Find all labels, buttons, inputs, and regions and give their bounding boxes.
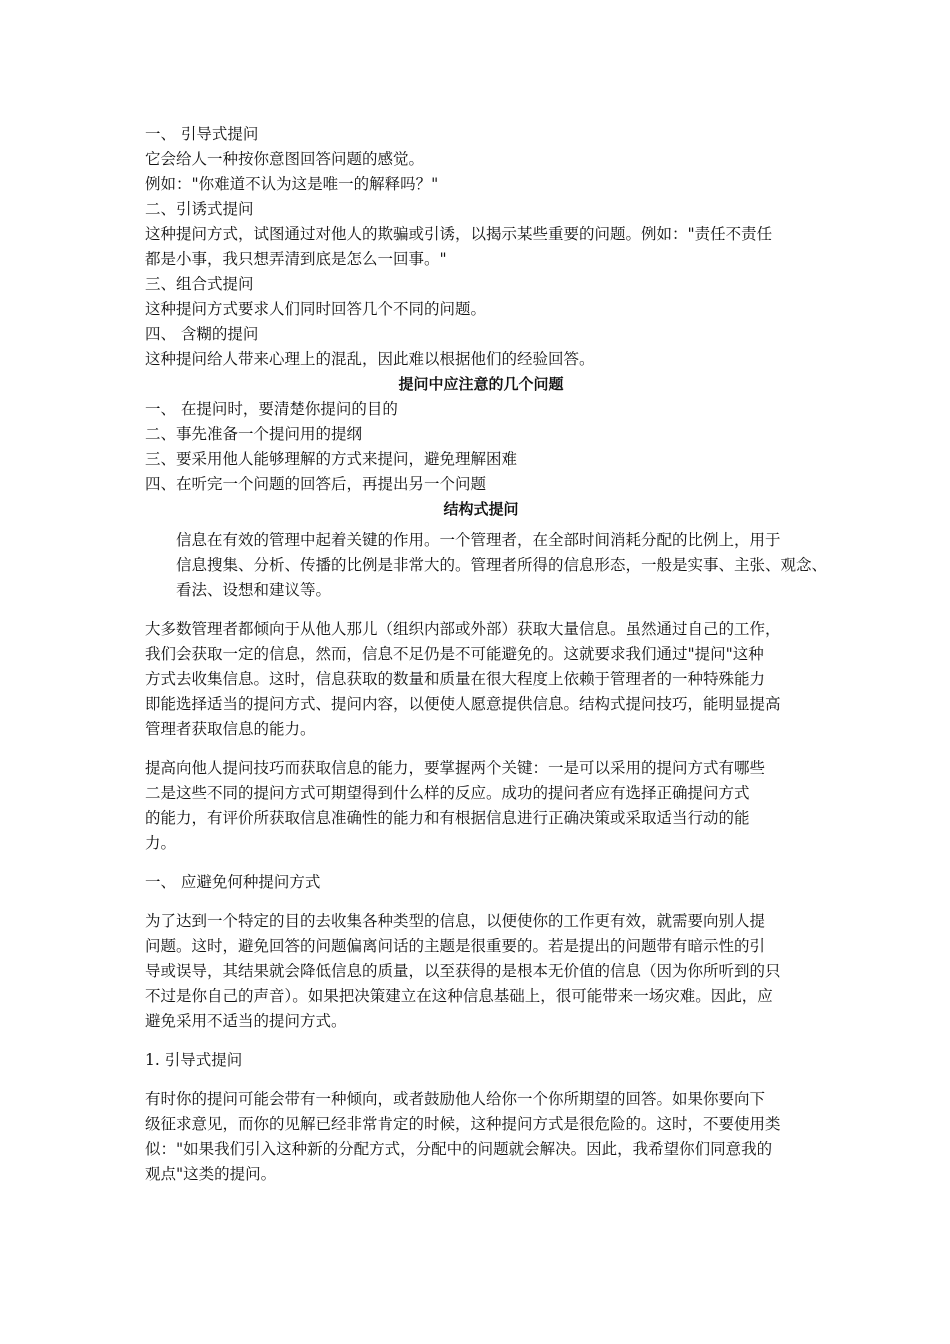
document-body bbox=[145, 122, 828, 1187]
subheading-avoid: 一、 应避免何种提问方式 bbox=[145, 873, 321, 891]
paragraph-key-points: 提高向他人提问技巧而获取信息的能力，要掌握两个关键：一是可以采用的提问方式有哪些 二是这些不同的提问方式可期望得到什么样的反应。成功的提问者应有选择正确提问方式 的能力，有评价所获取信息准确性的能力和有根据信息进行正确决策或采取适当行动的能 力。 bbox=[145, 759, 766, 852]
question-types-list bbox=[145, 122, 817, 372]
list-item: 一、 引导式提问 bbox=[145, 125, 259, 143]
list-item: 这种提问给人带来心理上的混乱，因此难以根据他们的经验回答。 bbox=[145, 350, 595, 368]
section-heading-structured: 结构式提问 bbox=[443, 500, 519, 518]
list-item: 四、在听完一个问题的回答后，再提出另一个问题 bbox=[145, 475, 487, 493]
list-item: 四、 含糊的提问 bbox=[145, 325, 259, 343]
list-item: 这种提问方式，试图通过对他人的欺骗或引诱，以揭示某些重要的问题。例如："责任不责任 bbox=[145, 225, 773, 243]
list-item: 一、 在提问时，要清楚你提问的目的 bbox=[145, 400, 398, 418]
paragraph-info-gathering: 大多数管理者都倾向于从他人那儿（组织内部或外部）获取大量信息。虽然通过自己的工作， 我们会获取一定的信息，然而，信息不足仍是不可能避免的。这就要求我们通过"提问"这种 方式去收集信息。这时，信息获取的数量和质量在很大程度上依赖于管理者的一种特殊能力 即能选择适当的提问方式、提问内容，以便使人愿意提供信息。结构式提问技巧，能明显提高 管理者获取信息的能力。 bbox=[145, 620, 781, 738]
list-item: 二、事先准备一个提问用的提纲 bbox=[145, 425, 363, 443]
paragraph-avoid: 为了达到一个特定的目的去收集各种类型的信息，以便使你的工作更有效，就需要向别人提 问题。这时，避免回答的问题偏离问话的主题是很重要的。若是提出的问题带有暗示性的引 导或误导，其结果就会降低信息的质量，以至获得的是根本无价值的信息（因为你所听到的只 不过是你自己的声音）。如果把决策建立在这种信息基础上，很可能带来一场灾难。因此，应 避免采用不适当的提问方式。 bbox=[145, 912, 781, 1030]
section-heading-notes: 提问中应注意的几个问题 bbox=[398, 375, 564, 393]
notes-list bbox=[145, 397, 817, 497]
subheading-leading: 1. 引导式提问 bbox=[145, 1051, 243, 1069]
list-item: 都是小事，我只想弄清到底是怎么一回事。" bbox=[145, 250, 447, 268]
list-item: 二、引诱式提问 bbox=[145, 200, 254, 218]
list-item: 这种提问方式要求人们同时回答几个不同的问题。 bbox=[145, 300, 487, 318]
list-item: 三、要采用他人能够理解的方式来提问，避免理解困难 bbox=[145, 450, 518, 468]
list-item: 三、组合式提问 bbox=[145, 275, 254, 293]
paragraph-intro: 信息在有效的管理中起着关键的作用。一个管理者，在全部时间消耗分配的比例上，用于 信息搜集、分析、传播的比例是非常大的。管理者所得的信息形态，一般是实事、主张、观念、 看法、设想和建议等。 bbox=[176, 531, 828, 599]
list-item: 它会给人一种按你意图回答问题的感觉。 bbox=[145, 150, 425, 168]
paragraph-leading: 有时你的提问可能会带有一种倾向，或者鼓励他人给你一个你所期望的回答。如果你要向下 级征求意见，而你的见解已经非常肯定的时候，这种提问方式是很危险的。这时，不要使用类 似："如果我们引入这种新的分配方式，分配中的问题就会解决。因此，我希望你们同意我的 观点"这类的提问。 bbox=[145, 1090, 781, 1183]
list-item: 例如："你难道不认为这是唯一的解释吗？" bbox=[145, 175, 439, 193]
